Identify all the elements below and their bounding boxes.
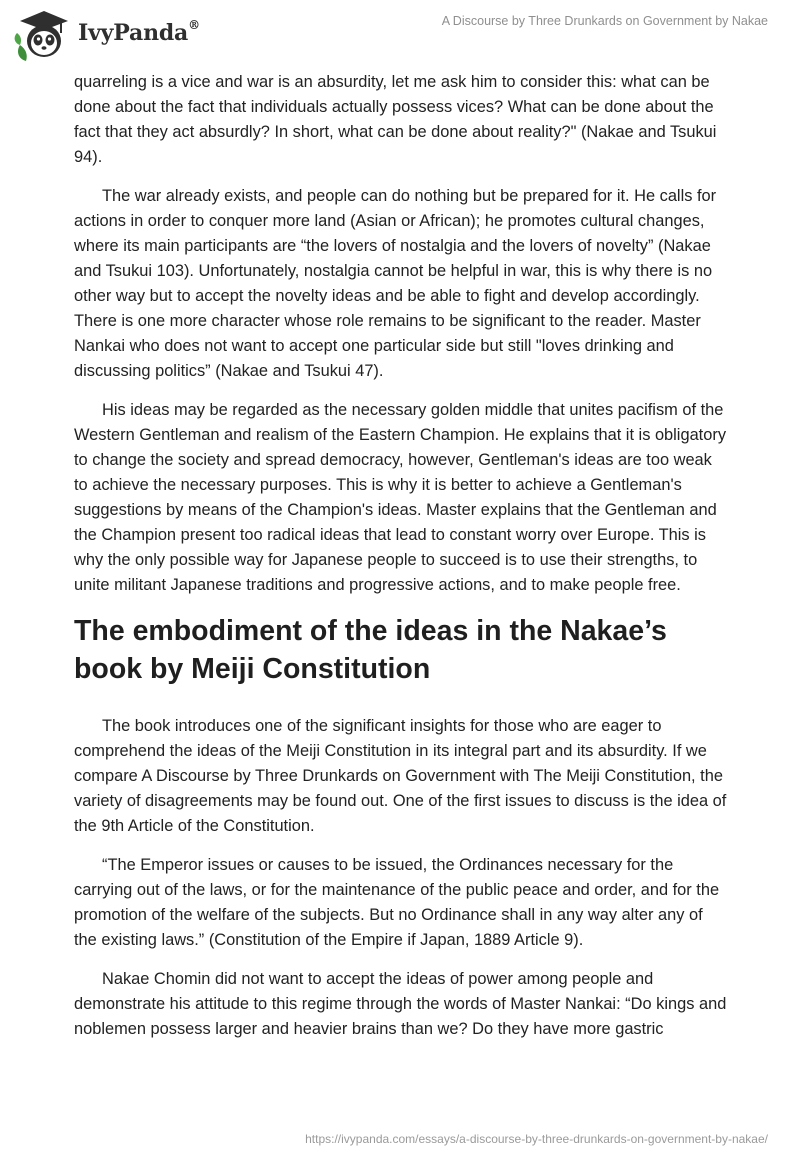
- panda-graduate-icon: [14, 7, 70, 63]
- section-heading: The embodiment of the ideas in the Nakae’s book by Meiji Constitution: [74, 615, 667, 685]
- ivypanda-logo[interactable]: [14, 7, 254, 63]
- paragraph: The book introduces one of the significant insights for those who are eager to comprehend the ideas of the Meiji Constitution in its integral part and its absurdity. If we compare A Discourse by Three Drunkards on Government with The Meiji Constitution, the variety of disagreements may be found out. One of the first issues to discuss is the idea of the 9th Article of the Constitution.: [74, 717, 727, 835]
- logo-name: IvyPanda: [78, 20, 189, 46]
- page-header: [0, 0, 800, 66]
- essay-body: [74, 70, 728, 1056]
- document-title: A Discourse by Three Drunkards on Government by Nakae: [441, 14, 768, 28]
- logo-wordmark: [78, 17, 200, 46]
- paragraph: “The Emperor issues or causes to be issued, the Ordinances necessary for the carrying out of the laws, or for the maintenance of the public peace and order, and for the promotion of the welfare of the subjects. But no Ordinance shall in any way alter any of the existing laws.” (Constitution of the Empire if Japan, 1889 Article 9).: [74, 856, 720, 949]
- paragraph: quarreling is a vice and war is an absurdity, let me ask him to consider this: what can be done about the fact that individuals actually possess vices? What can be done about the fact that they act absurdly? In short, what can be done about reality?" (Nakae and Tsukui 94).: [74, 73, 717, 166]
- registered-mark: ®: [188, 17, 200, 32]
- source-url[interactable]: https://ivypanda.com/essays/a-discourse-by-three-drunkards-on-government-by-nakae/: [305, 1132, 768, 1146]
- paragraph: His ideas may be regarded as the necessary golden middle that unites pacifism of the Western Gentleman and realism of the Eastern Champion. He explains that it is obligatory to change the society and spread democracy, however, Gentleman's ideas are too weak to achieve the necessary purposes. This is why it is better to achieve a Gentleman's suggestions by means of the Champion's ideas. Master explains that the Gentleman and the Champion present too radical ideas that lead to constant worry over Europe. This is why the only possible way for Japanese people to succeed is to use their strengths, to unite militant Japanese traditions and progressive actions, and to make people free.: [74, 401, 727, 594]
- paragraph: The war already exists, and people can do nothing but be prepared for it. He calls for actions in order to conquer more land (Asian or African); he promotes cultural changes, where its main participants are “the lovers of nostalgia and the lovers of novelty” (Nakae and Tsukui 103). Unfortunately, nostalgia cannot be helpful in war, this is why there is no other way but to accept the novelty ideas and be able to fight and develop accordingly. There is one more character whose role remains to be significant to the reader. Master Nankai who does not want to accept one particular side but still "loves drinking and discussing politics” (Nakae and Tsukui 47).: [74, 187, 717, 380]
- paragraph: Nakae Chomin did not want to accept the ideas of power among people and demonstrate his attitude to this regime through the words of Master Nankai: “Do kings and noblemen possess larger and heavier brains than we? Do they have more gastric: [74, 970, 727, 1038]
